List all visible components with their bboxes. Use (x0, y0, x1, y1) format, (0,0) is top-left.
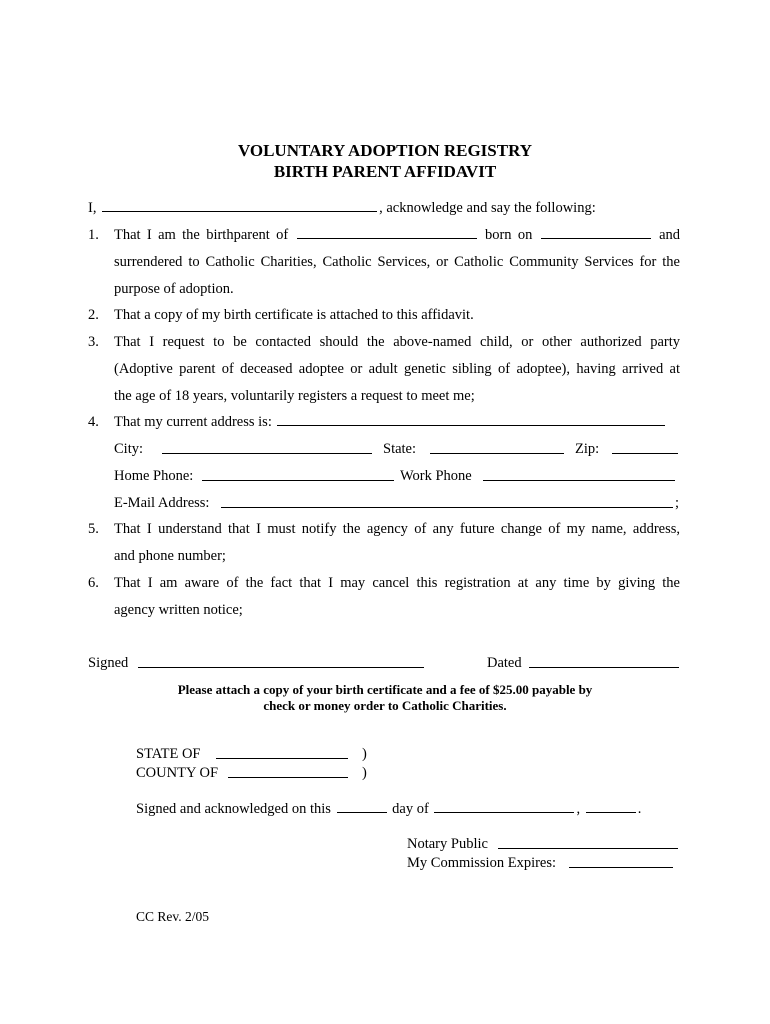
item-2-number: 2. (88, 307, 99, 323)
item-5-line-2: and phone number; (114, 548, 226, 564)
ack-month-field[interactable] (434, 801, 574, 813)
item-4-number: 4. (88, 414, 99, 430)
name-field[interactable] (102, 200, 377, 212)
home-phone-label: Home Phone: (114, 468, 194, 484)
intro-suffix: , acknowledge and say the following: (379, 200, 596, 216)
email-label: E-Mail Address: (114, 495, 210, 511)
address-line (114, 414, 667, 431)
item-6-line-2: agency written notice; (114, 602, 243, 618)
birth-date-field[interactable] (541, 227, 651, 239)
date-field[interactable] (529, 656, 679, 668)
ack-text-c: , (576, 801, 581, 817)
zip-label: Zip: (575, 441, 600, 457)
email-field[interactable] (221, 496, 673, 508)
item-6-line-1: That I am aware of the fact that I may cancel this registration at any time by giving the (114, 575, 680, 591)
ack-year-field[interactable] (586, 801, 636, 813)
item-6-number: 6. (88, 575, 99, 591)
county-paren: ) (362, 765, 367, 781)
item-1-text-c: and (659, 227, 680, 243)
signed-label: Signed (88, 655, 129, 671)
home-phone-field[interactable] (202, 469, 394, 481)
intro-prefix: I, (88, 200, 97, 216)
commission-label: My Commission Expires: (407, 855, 557, 871)
state-label: State: (383, 441, 417, 457)
dated-label: Dated (487, 655, 522, 671)
notary-signature-field[interactable] (498, 837, 678, 849)
email-end: ; (675, 495, 680, 511)
item-1-text-a: That I am the birthparent of (114, 227, 289, 243)
item-1-line-1 (114, 227, 680, 244)
signature-field[interactable] (138, 656, 424, 668)
intro-line (88, 200, 596, 217)
form-subtitle: BIRTH PARENT AFFIDAVIT (273, 162, 497, 181)
item-1-line-3: purpose of adoption. (114, 281, 234, 297)
address-field[interactable] (277, 414, 665, 426)
item-1-number: 1. (88, 227, 99, 243)
item-3-line-2: (Adoptive parent of deceased adoptee or adult genetic sibling of adoptee), having arrived at (114, 361, 680, 377)
child-name-field[interactable] (297, 227, 477, 239)
item-2-text: That a copy of my birth certificate is attached to this affidavit. (114, 307, 474, 323)
notary-state-field[interactable] (216, 747, 348, 759)
fee-note-line-1: Please attach a copy of your birth certificate and a fee of $25.00 payable by (177, 682, 593, 697)
item-1-line-2: surrendered to Catholic Charities, Catholic Services, or Catholic Community Services for the (114, 254, 680, 270)
address-label: That my current address is: (114, 414, 272, 430)
state-paren: ) (362, 746, 367, 762)
item-3-line-3: the age of 18 years, voluntarily registers a request to meet me; (114, 388, 475, 404)
form-title: VOLUNTARY ADOPTION REGISTRY (237, 141, 533, 160)
city-field[interactable] (162, 442, 372, 454)
item-5-number: 5. (88, 521, 99, 537)
notary-public-label: Notary Public (407, 836, 488, 852)
zip-field[interactable] (612, 442, 678, 454)
item-5-line-1: That I understand that I must notify the agency of any future change of my name, address, (114, 521, 680, 537)
state-of-label: STATE OF (136, 746, 201, 762)
ack-day-field[interactable] (337, 801, 387, 813)
county-of-label: COUNTY OF (136, 765, 219, 781)
commission-expires-field[interactable] (569, 856, 673, 868)
notary-county-field[interactable] (228, 766, 348, 778)
ack-text-a: Signed and acknowledged on this (136, 801, 331, 817)
item-3-line-1: That I request to be contacted should the above-named child, or other authorized party (114, 334, 680, 350)
ack-text-d: . (637, 801, 642, 817)
state-field[interactable] (430, 442, 564, 454)
work-phone-field[interactable] (483, 469, 675, 481)
revision-note: CC Rev. 2/05 (136, 909, 210, 924)
acknowledged-line (136, 801, 641, 818)
item-1-text-b: born on (484, 227, 533, 243)
city-label: City: (114, 441, 144, 457)
work-phone-label: Work Phone (400, 468, 472, 484)
fee-note-line-2: check or money order to Catholic Charities. (263, 698, 507, 713)
item-3-number: 3. (88, 334, 99, 350)
ack-text-b: day of (392, 801, 429, 817)
